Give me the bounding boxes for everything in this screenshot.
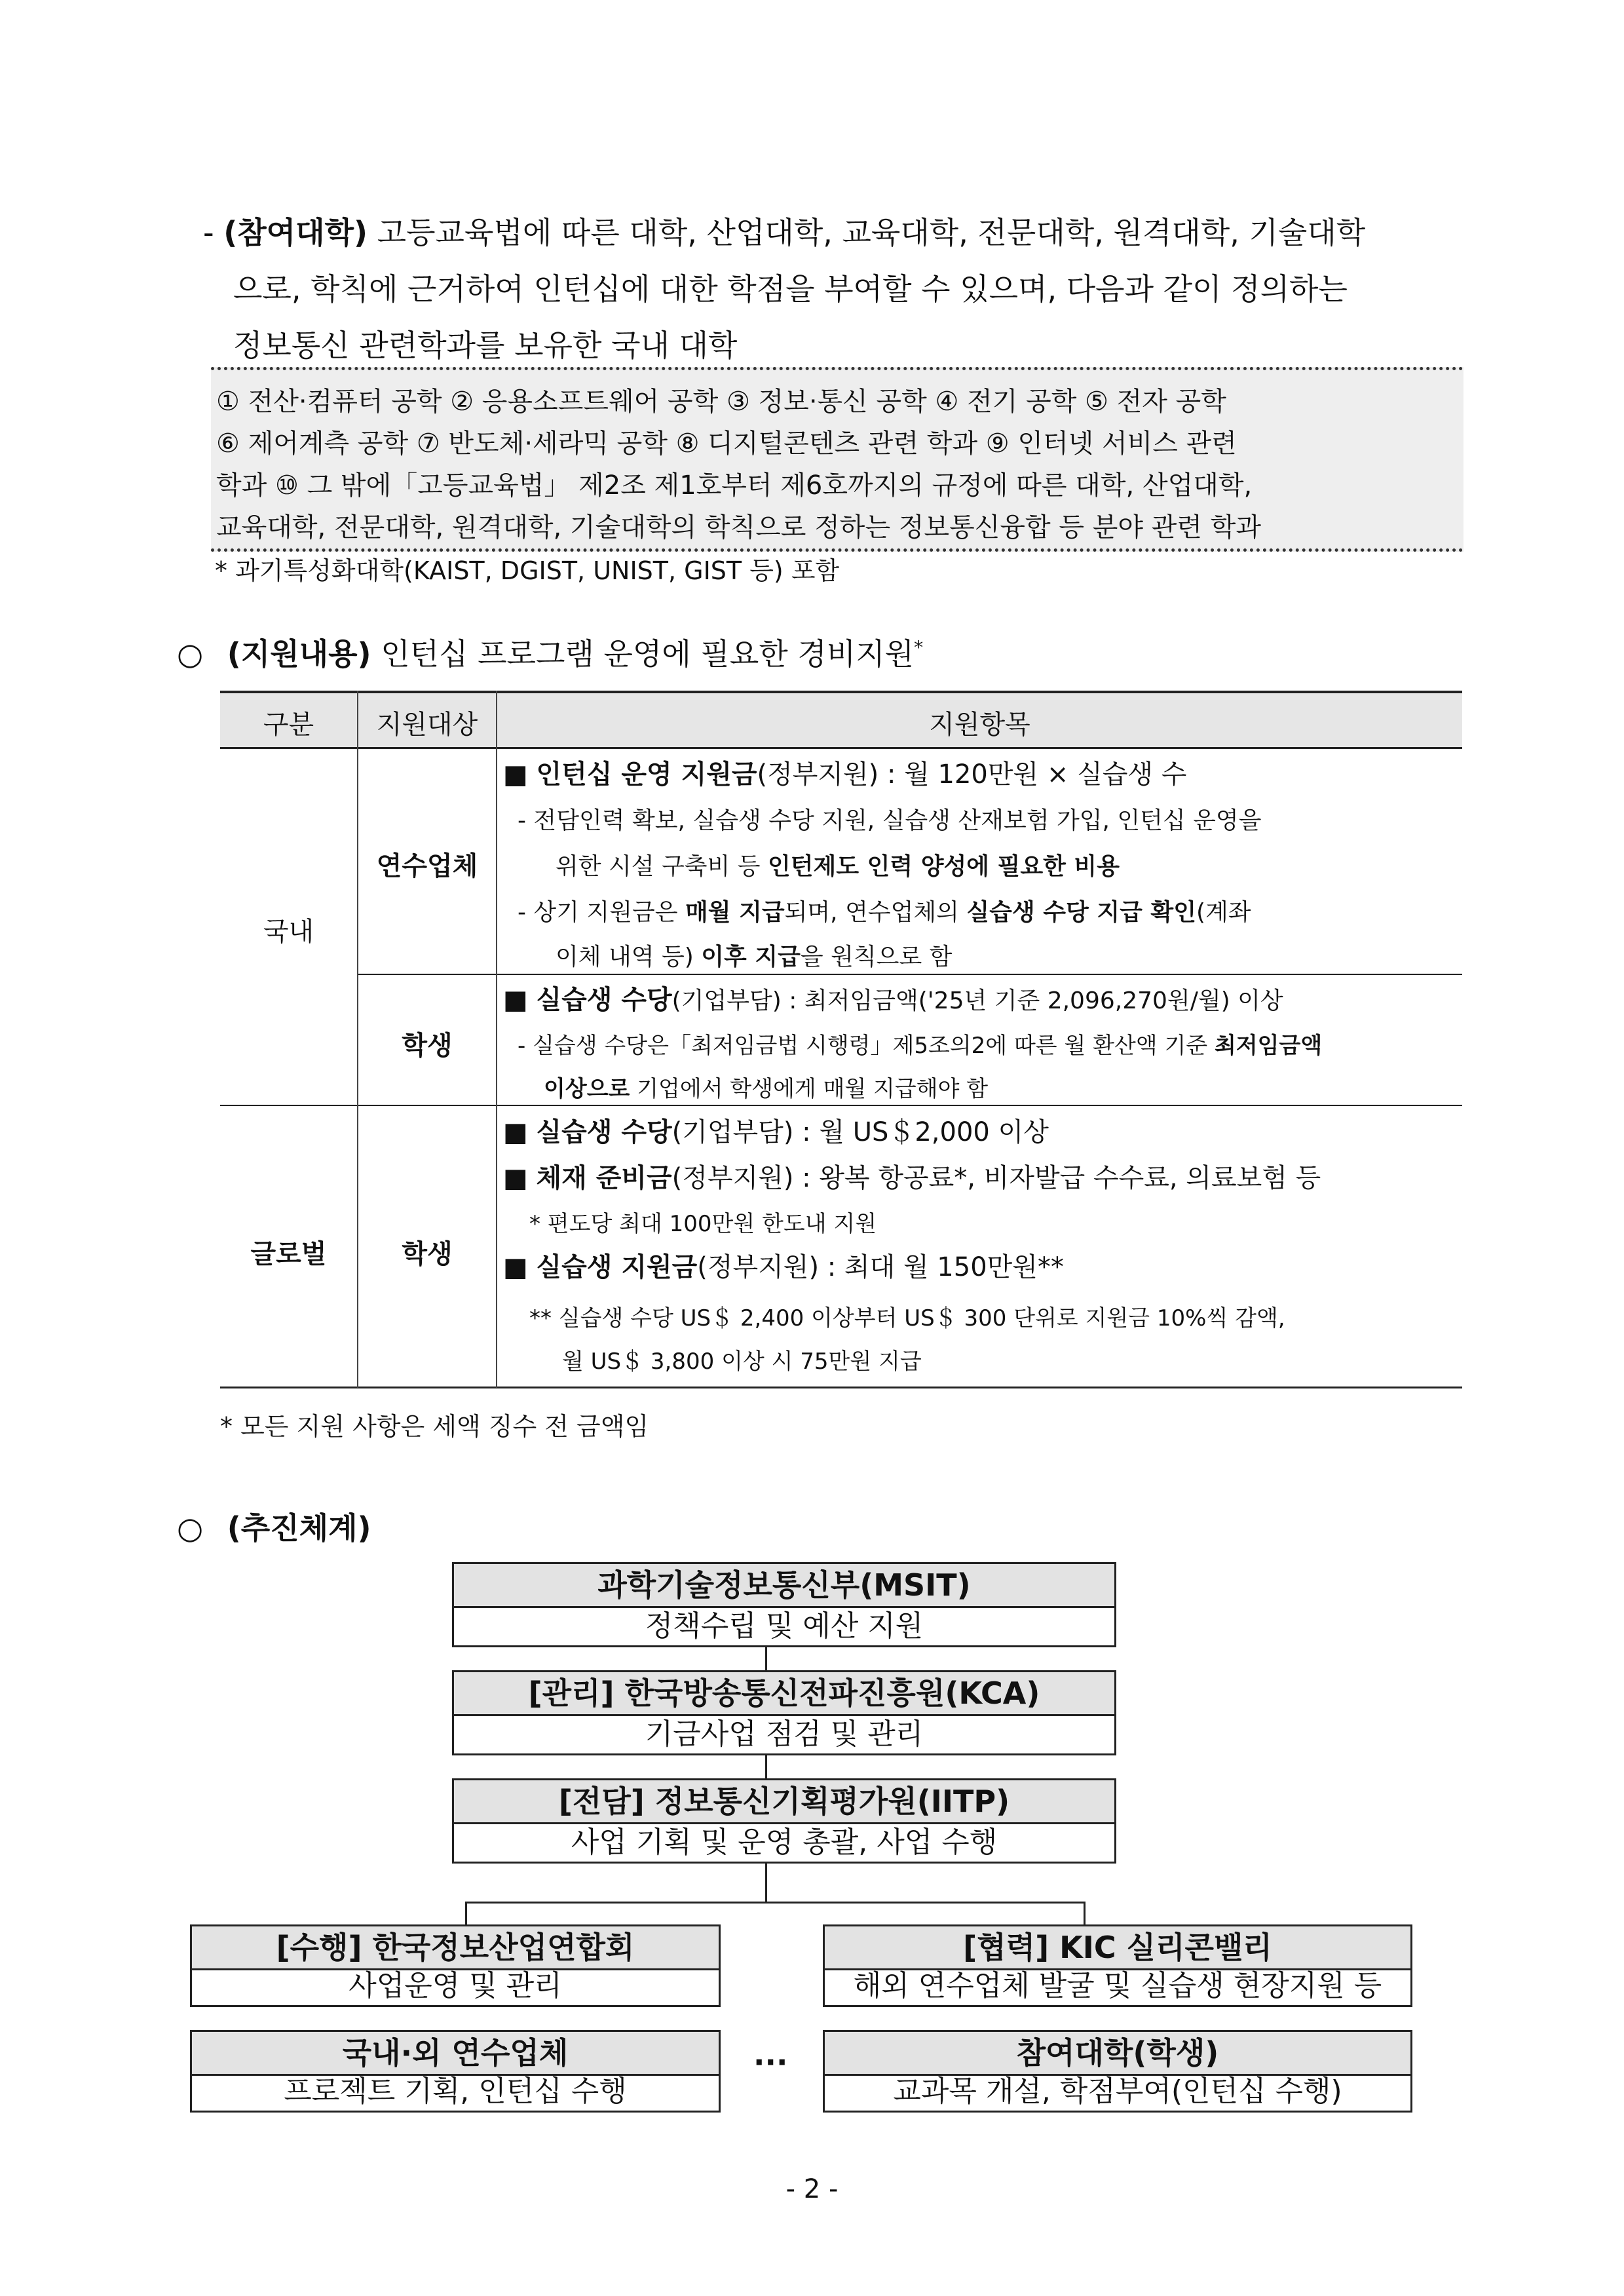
department-line-2: ⑥ 제어계측 공학 ⑦ 반도체·세라믹 공학 ⑧ 디지털콘텐츠 관련 학과 ⑨ 인터넷 서비스 관련	[216, 429, 1237, 459]
company-sub-1a: - 전담인력 확보, 실습생 수당 지원, 실습생 산재보험 가입, 인턴십 운영을	[518, 807, 1262, 834]
square-bullet-icon: ■	[503, 1163, 528, 1193]
company-sub-2b	[556, 938, 952, 972]
connector-kca-iitp	[765, 1753, 767, 1780]
global-item-2-title: 체재 준비금	[536, 1163, 672, 1193]
global-item-1-rest: (기업부담) : 월 US＄2,000 이상	[671, 1117, 1049, 1147]
company-sub-2b-post: 을 원칙으로 함	[800, 944, 953, 970]
msit-box	[452, 1562, 1116, 1647]
kca-desc: 기금사업 점검 및 관리	[645, 1717, 924, 1751]
connector-iitp-trunk	[765, 1862, 767, 1902]
support-label: (지원내용)	[227, 636, 371, 672]
global-item-3-note-2: 월 US＄ 3,800 이상 시 75만원 지급	[562, 1349, 922, 1375]
student-sub-1-bold: 최저임금액	[1214, 1033, 1323, 1059]
univ-box	[823, 2030, 1412, 2113]
governance-heading	[177, 1504, 371, 1548]
governance-label: (추진체계)	[227, 1510, 371, 1546]
department-line-3: 학과 ⑩ 그 밖에「고등교육법」 제2조 제1호부터 제6호까지의 규정에 따른 대학, 산업대학,	[216, 470, 1253, 501]
circle-bullet-icon: ○	[177, 1510, 204, 1546]
company-sub-2a-pre: - 상기 지원금은	[518, 899, 685, 926]
global-item-2	[503, 1157, 1321, 1195]
circle-bullet-icon: ○	[177, 636, 204, 672]
square-bullet-icon: ■	[503, 985, 528, 1015]
company-sub-2b-bold: 이후 지급	[701, 944, 801, 970]
global-item-3-rest: (정부지원) : 최대 월 150만원**	[697, 1252, 1064, 1282]
iitp-title: [전담] 정보통신기획평가원(IITP)	[454, 1780, 1114, 1824]
student-sub-2-bold: 이상으로	[544, 1076, 630, 1102]
msit-title: 과학기술정보통신부(MSIT)	[454, 1564, 1114, 1608]
company-sub-1b-bold: 인턴제도 인력 양성에 필요한 비용	[767, 853, 1120, 880]
fkii-desc: 사업운영 및 관리	[349, 1969, 562, 2002]
fkii-title: [수행] 한국정보산업연합회	[192, 1926, 719, 1970]
square-bullet-icon: ■	[503, 1117, 528, 1147]
company-sub-2a-post: (계좌	[1196, 899, 1251, 926]
category-domestic: 국내	[263, 917, 314, 947]
global-item-2-rest: (정부지원) : 왕복 항공료*, 비자발급 수수료, 의료보험 등	[671, 1163, 1321, 1193]
header-target: 지원대상	[376, 710, 478, 740]
page-number: - 2 -	[785, 2174, 839, 2204]
category-global: 글로벌	[250, 1239, 327, 1269]
connector-right-drop	[1084, 1902, 1086, 1926]
company-sub-2a-bold2: 실습생 수당 지급 확인	[966, 899, 1196, 926]
dash-marker: -	[203, 215, 214, 250]
univ-desc: 교과목 개설, 학점부여(인턴십 수행)	[893, 2075, 1342, 2108]
target-student-global: 학생	[402, 1239, 453, 1269]
kic-title: [협력] KIC 실리콘밸리	[825, 1926, 1410, 1970]
kic-desc: 해외 연수업체 발굴 및 실습생 현장지원 등	[853, 1969, 1382, 2002]
iitp-desc: 사업 기획 및 운영 총괄, 사업 수행	[571, 1826, 998, 1859]
connector-left-drop	[465, 1902, 467, 1926]
global-item-1-title: 실습생 수당	[536, 1117, 672, 1147]
connector-msit-kca	[765, 1645, 767, 1672]
universities-label: (참여대학)	[223, 215, 368, 250]
company-sub-2b-pre: 이체 내역 등)	[556, 944, 702, 970]
global-item-3	[503, 1246, 1064, 1284]
department-line-4: 교육대학, 전문대학, 원격대학, 기술대학의 학칙으로 정하는 정보통신융합 등 분야 관련 학과	[216, 512, 1261, 543]
company-desc: 프로젝트 기획, 인턴십 수행	[284, 2075, 627, 2108]
support-heading	[177, 630, 923, 674]
support-table	[220, 691, 1462, 1389]
iitp-box	[452, 1778, 1116, 1864]
company-title: 국내·외 연수업체	[192, 2032, 719, 2076]
student-sub-2-post: 기업에서 학생에게 매월 지급해야 함	[630, 1076, 989, 1102]
global-item-1	[503, 1111, 1049, 1149]
department-line-1: ① 전산·컴퓨터 공학 ② 응용소프트웨어 공학 ③ 정보·통신 공학 ④ 전기 공학 ⑤ 전자 공학	[216, 387, 1226, 417]
universities-line-1	[203, 204, 1365, 261]
company-sub-2a-mid: 되며, 연수업체의	[784, 899, 967, 926]
header-category: 구분	[263, 710, 314, 740]
support-note: * 모든 지원 사항은 세액 징수 전 금액임	[220, 1412, 649, 1441]
universities-note: * 과기특성화대학(KAIST, DGIST, UNIST, GIST 등) 포함	[215, 556, 840, 585]
company-sub-1b-pre: 위한 시설 구축비 등	[556, 853, 768, 880]
student-sub-1	[518, 1027, 1322, 1060]
student-item-title: 실습생 수당	[536, 985, 672, 1015]
student-item-rest: (기업부담) : 최저임금액('25년 기준 2,096,270원/월) 이상	[671, 987, 1283, 1014]
department-list-box	[211, 367, 1463, 552]
square-bullet-icon: ■	[503, 759, 528, 790]
company-sub-2a-bold1: 매월 지급	[685, 899, 785, 926]
company-sub-1b	[556, 848, 1120, 881]
header-items: 지원항목	[929, 710, 1030, 740]
company-item-title: 인턴십 운영 지원금	[536, 759, 757, 790]
msit-desc: 정책수립 및 예산 지원	[645, 1609, 924, 1643]
target-student-domestic: 학생	[402, 1031, 453, 1061]
company-box	[190, 2030, 721, 2113]
global-item-3-note-1: ** 실습생 수당 US＄ 2,400 이상부터 US＄ 300 단위로 지원금 10%씩 감액,	[529, 1305, 1285, 1331]
universities-text-1: 고등교육법에 따른 대학, 산업대학, 교육대학, 전문대학, 원격대학, 기술대학	[377, 215, 1366, 250]
kca-title: [관리] 한국방송통신전파진흥원(KCA)	[454, 1672, 1114, 1716]
universities-line-2: 으로, 학칙에 근거하여 인턴십에 대한 학점을 부여할 수 있으며, 다음과 같이 정의하는	[233, 271, 1348, 307]
ellipsis: ···	[753, 2044, 788, 2080]
target-company: 연수업체	[376, 851, 478, 881]
kic-box	[823, 1924, 1412, 2007]
univ-title: 참여대학(학생)	[825, 2032, 1410, 2076]
support-star: *	[914, 636, 924, 659]
company-item-rest: (정부지원) : 월 120만원 × 실습생 수	[757, 759, 1187, 790]
global-item-3-title: 실습생 지원금	[536, 1252, 698, 1282]
company-item	[503, 754, 1186, 791]
support-text: 인턴십 프로그램 운영에 필요한 경비지원	[381, 636, 915, 672]
company-sub-2a	[518, 894, 1251, 927]
student-sub-1-pre: - 실습생 수당은「최저임금법 시행령」제5조의2에 따른 월 환산액 기준	[518, 1033, 1215, 1059]
student-sub-2	[544, 1071, 988, 1103]
student-item	[503, 979, 1283, 1016]
universities-line-3: 정보통신 관련학과를 보유한 국내 대학	[233, 328, 738, 363]
square-bullet-icon: ■	[503, 1252, 528, 1282]
connector-horizontal	[465, 1902, 1084, 1904]
kca-box	[452, 1670, 1116, 1755]
fkii-box	[190, 1924, 721, 2007]
global-item-2-note: * 편도당 최대 100만원 한도내 지원	[529, 1211, 877, 1237]
